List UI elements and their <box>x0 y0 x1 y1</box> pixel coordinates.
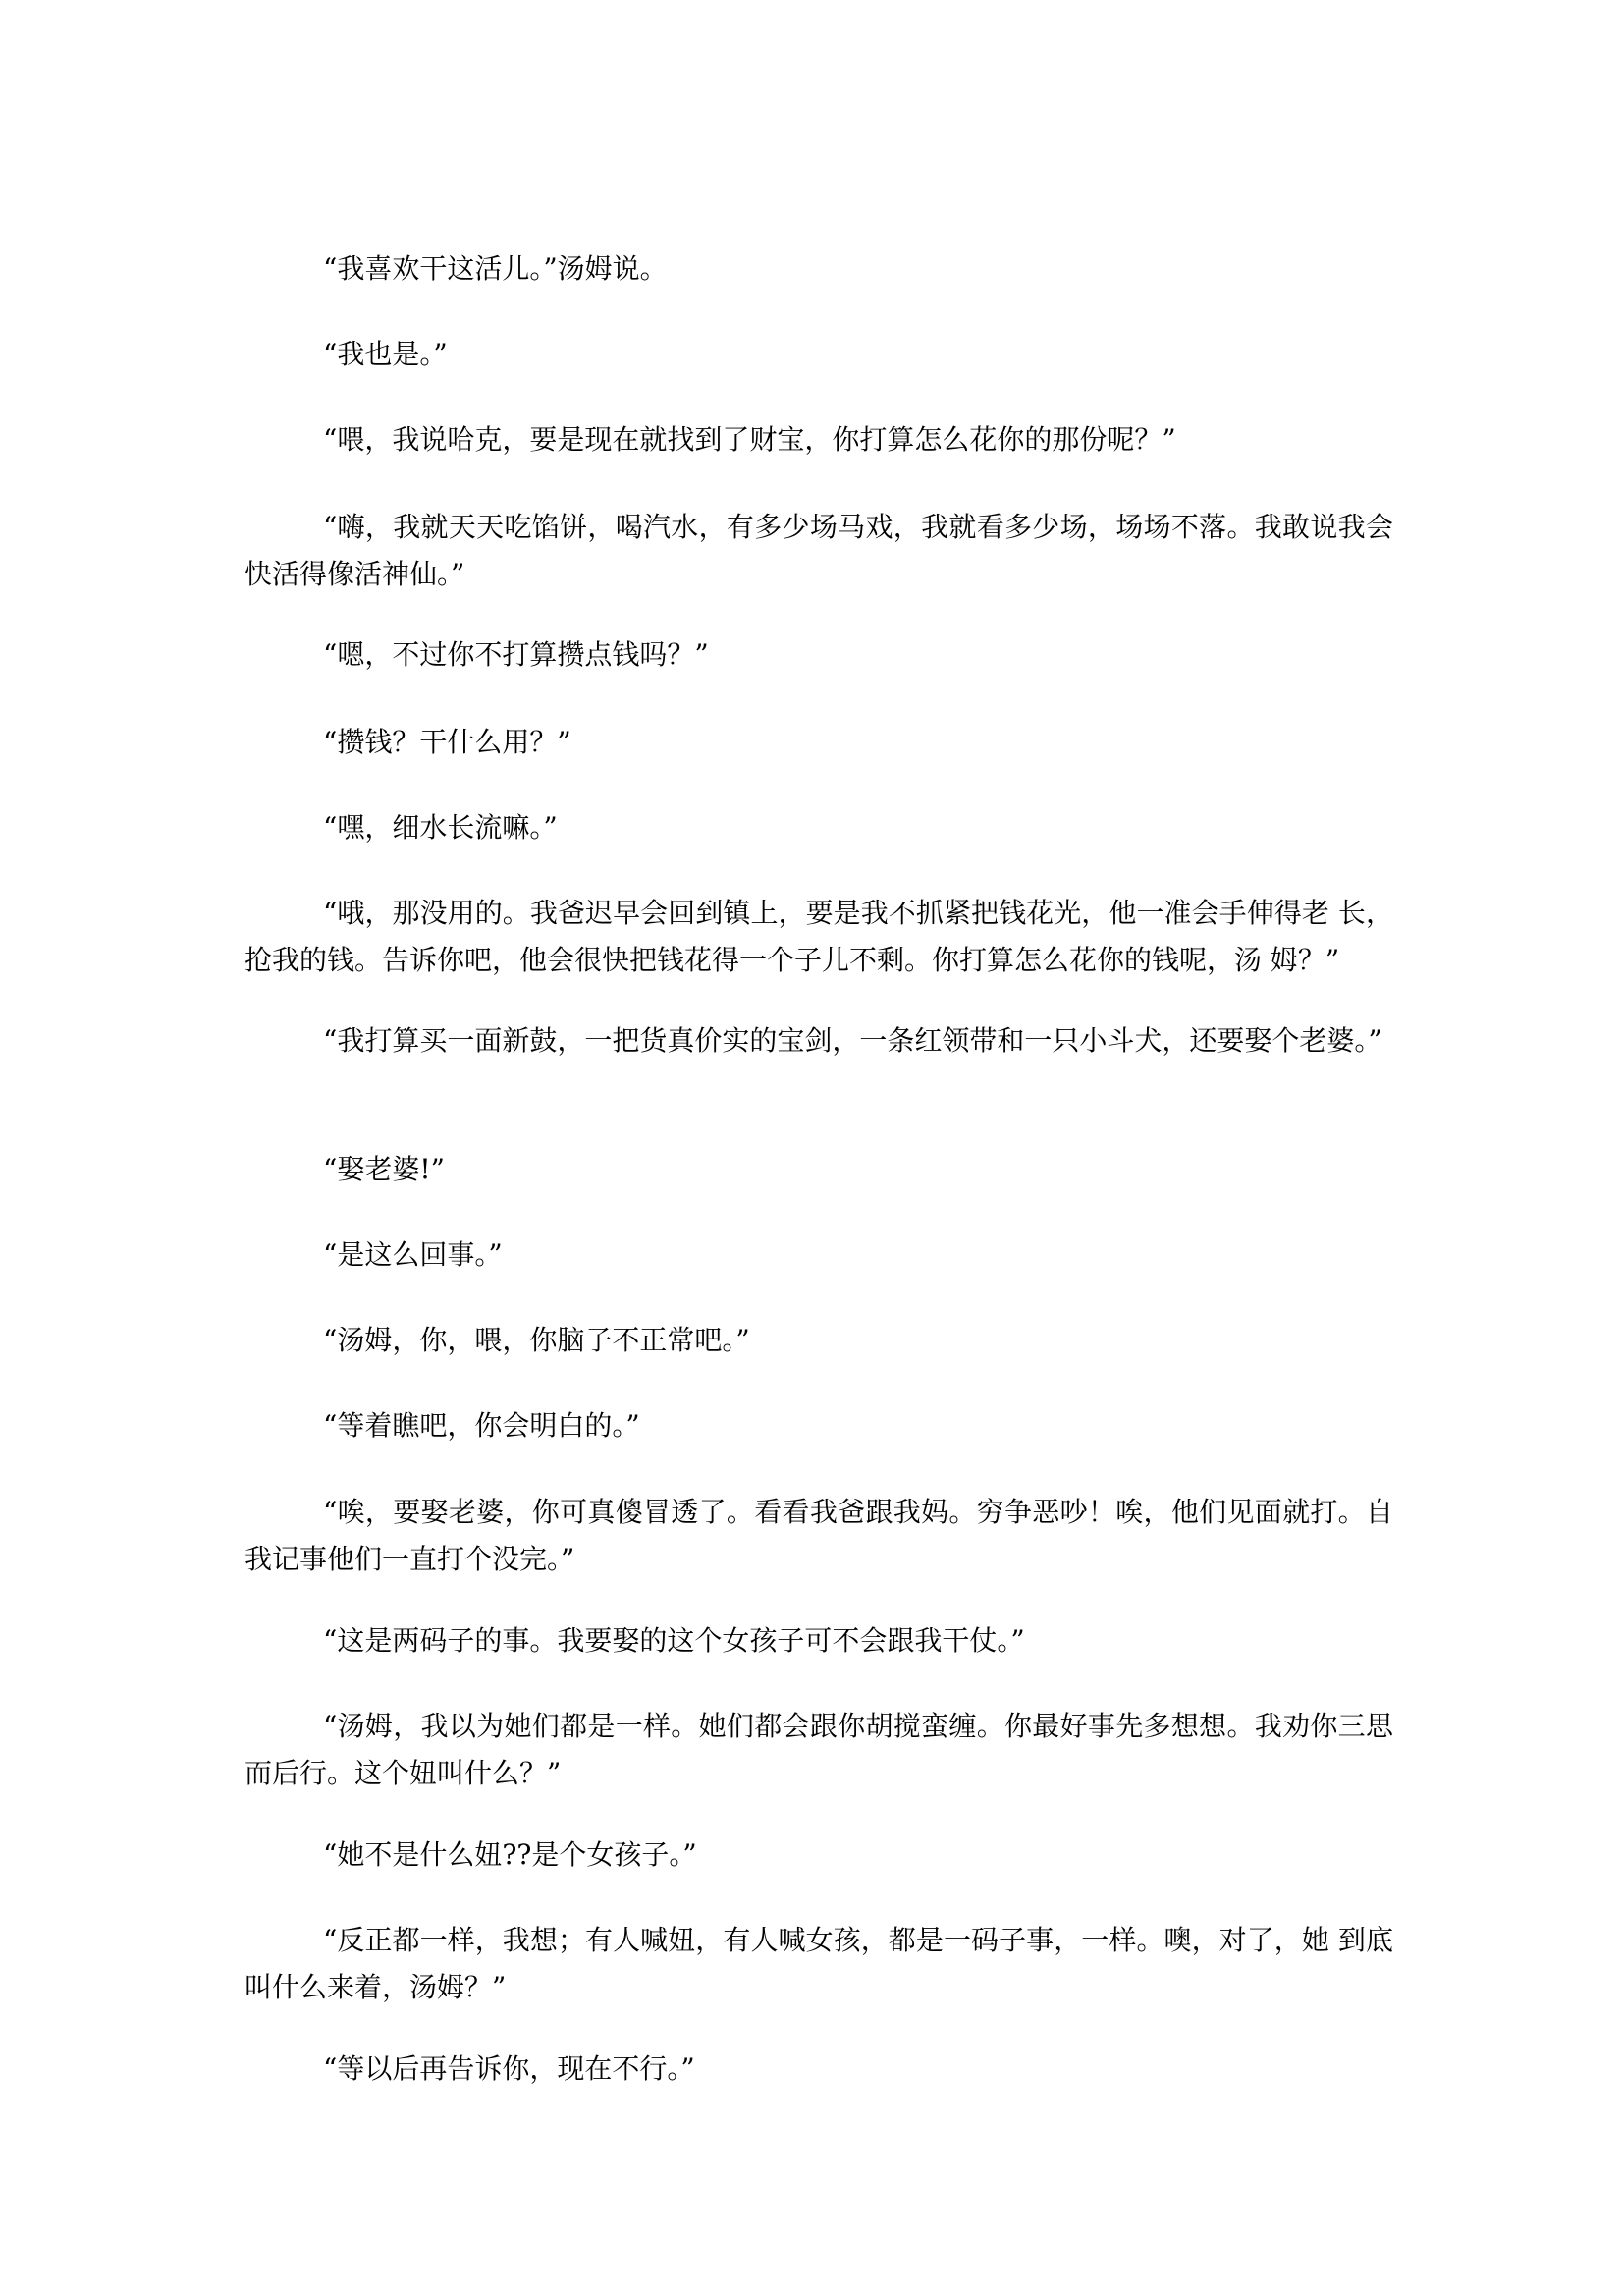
paragraph: “这是两码子的事。我要娶的这个女孩子可不会跟我干仗。” <box>323 1624 1025 1657</box>
paragraph: “我喜欢干这活儿。”汤姆说。 <box>323 252 668 285</box>
paragraph: “嗨，我就天天吃馅饼，喝汽水，有多少场马戏，我就看多少场，场场不落。我敢说我会快活得像活神仙。” <box>244 511 1393 590</box>
paragraph: “攒钱？干什么用？” <box>323 726 571 758</box>
paragraph: “喂，我说哈克，要是现在就找到了财宝，你打算怎么花你的那份呢？” <box>323 423 1176 456</box>
paragraph: “汤姆，我以为她们都是一样。她们都会跟你胡搅蛮缠。你最好事先多想想。我劝你三思而后行。这个妞叫什么？” <box>244 1710 1393 1789</box>
paragraph: “反正都一样，我想；有人喊妞，有人喊女孩，都是一码子事，一样。噢，对了，她 到底叫什么来着，汤姆？” <box>244 1924 1393 2003</box>
paragraph: “嘿，细水长流嘛。” <box>323 811 558 844</box>
paragraph: “哦，那没用的。我爸迟早会回到镇上，要是我不抓紧把钱花光，他一准会手伸得老 长，抢我的钱。告诉你吧，他会很快把钱花得一个子儿不剩。你打算怎么花你的钱呢，汤 姆？” <box>244 897 1393 976</box>
paragraph: “娶老婆!” <box>323 1153 445 1185</box>
paragraph: “汤姆，你，喂，你脑子不正常吧。” <box>323 1324 750 1356</box>
paragraph: “她不是什么妞??是个女孩子。” <box>323 1838 697 1871</box>
paragraph: “等以后再告诉你，现在不行。” <box>323 2052 695 2085</box>
paragraph: “是这么回事。” <box>323 1238 503 1271</box>
paragraph: “嗯，不过你不打算攒点钱吗？” <box>323 638 709 671</box>
paragraph: “我打算买一面新鼓，一把货真价实的宝剑，一条红领带和一只小斗犬，还要娶个老婆。” <box>323 1024 1382 1057</box>
paragraph: “唉，要娶老婆，你可真傻冒透了。看看我爸跟我妈。穷争恶吵！唉，他们见面就打。自我记事他们一直打个没完。” <box>244 1496 1393 1575</box>
paragraph: “等着瞧吧，你会明白的。” <box>323 1409 640 1442</box>
paragraph: “我也是。” <box>323 338 448 370</box>
